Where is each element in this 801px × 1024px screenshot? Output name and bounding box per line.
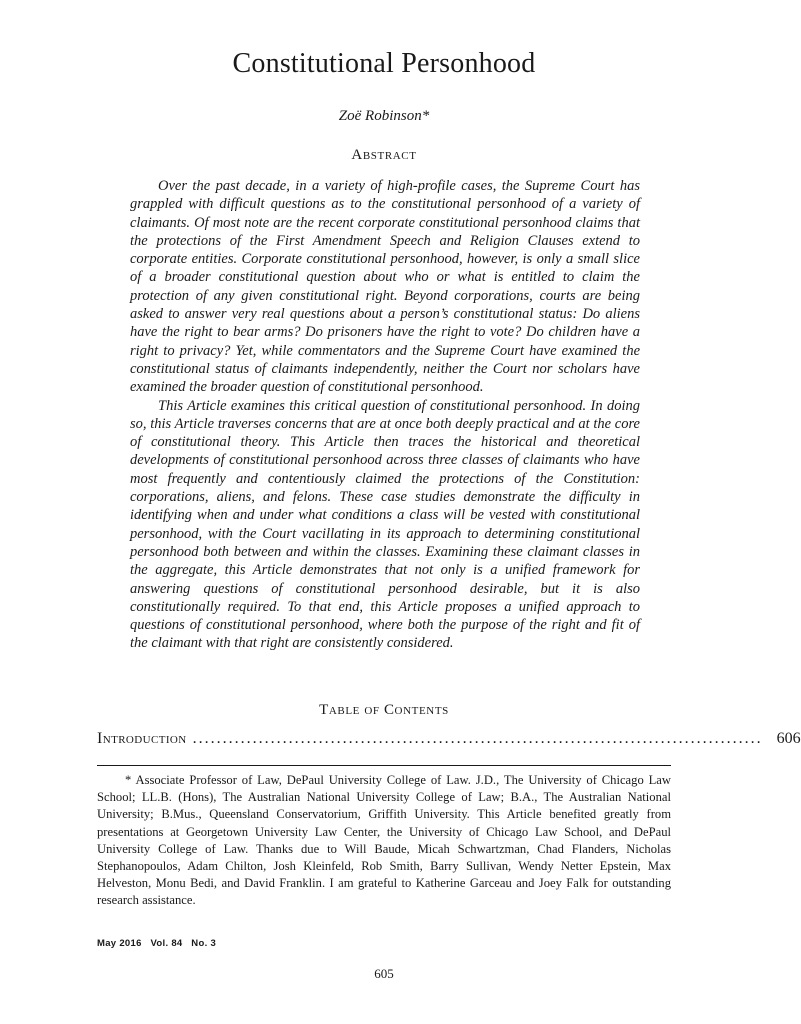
page-number: 605 [374, 966, 394, 981]
abstract-paragraph-2: This Article examines this critical question of constitutional personhood. In doing so, this Article traverses concerns that are at once both deeply practical and at the core of constitutional theory. This Article then traces the historical and theoretical developments of constitutional personhood across three classes of claimants who have most frequently and contentiously claimed the protections of the Constitution: corporations, aliens, and felons. These case studies demonstrate the difficulty in identifying when and under what conditions a class will be vested with constitutional personhood, with the Court vacillating in its approach to determining constitutional personhood both between and within the classes. Examining these claimant classes in the aggregate, this Article demonstrates that not only is a unified framework for answering questions of constitutional personhood desirable, but it is also constitutionally required. To that end, this Article proposes a unified approach to questions of constitutional personhood, where both the purpose of the right and fit of the claimant with that right are consistently considered. [130, 397, 640, 652]
footnote-divider [97, 765, 671, 766]
toc-entry-page: 606 [776, 730, 801, 747]
toc-entry-introduction[interactable] [97, 730, 801, 748]
abstract-body [130, 177, 640, 653]
abstract-paragraph-1: Over the past decade, in a variety of high-profile cases, the Supreme Court has grappled with difficult questions as to the constitutional personhood of a variety of claimants. Of most note are the recent corporate constitutional personhood claims that the protections of the First Amendment Speech and Religion Clauses extend to corporate entities. Corporate constitutional personhood, however, is only a small slice of a broader constitutional question about who or what is entitled to claim the protection of any given constitutional right. Beyond corporations, courts are being asked to answer very real questions about a person’s constitutional status: Do aliens have the right to bear arms? Do prisoners have the right to vote? Do children have a right to privacy? Yet, while commentators and the Supreme Court have examined the constitutional status of claimants independently, neither the Court nor scholars have examined the broader question of constitutional personhood. [130, 178, 640, 396]
author-name: Zoë Robinson* [338, 108, 430, 124]
article-title: Constitutional Personhood [232, 48, 536, 79]
toc-leader-dots: ............................................................................................... [192, 730, 763, 747]
toc-entry-label: Introduction [97, 730, 187, 747]
footnote-text: * Associate Professor of Law, DePaul University College of Law. J.D., The University of Chicago Law School; LL.B. (Hons), The Australian National University College of Law; B.A., The Australian National University; B.Mus., Queensland Conservatorium, Griffith University. This Article benefited greatly from presentations at Georgetown University Law Center, the University of Chicago Law School, and DePaul University College of Law. Thanks due to Will Baude, Micah Schwartzman, Chad Flanders, Nicholas Stephanopoulos, Adam Chilton, Josh Kleinfeld, Rob Smith, Barry Sullivan, Wendy Netter Epstein, Max Helveston, Monu Bedi, and David Franklin. I am grateful to Katherine Garceau and Joey Falk for outstanding research assistance. [97, 773, 671, 908]
issue-info: May 2016 Vol. 84 No. 3 [97, 938, 217, 949]
abstract-heading: Abstract [351, 147, 417, 163]
author-footnote [97, 772, 671, 910]
toc-heading: Table of Contents [319, 702, 449, 718]
